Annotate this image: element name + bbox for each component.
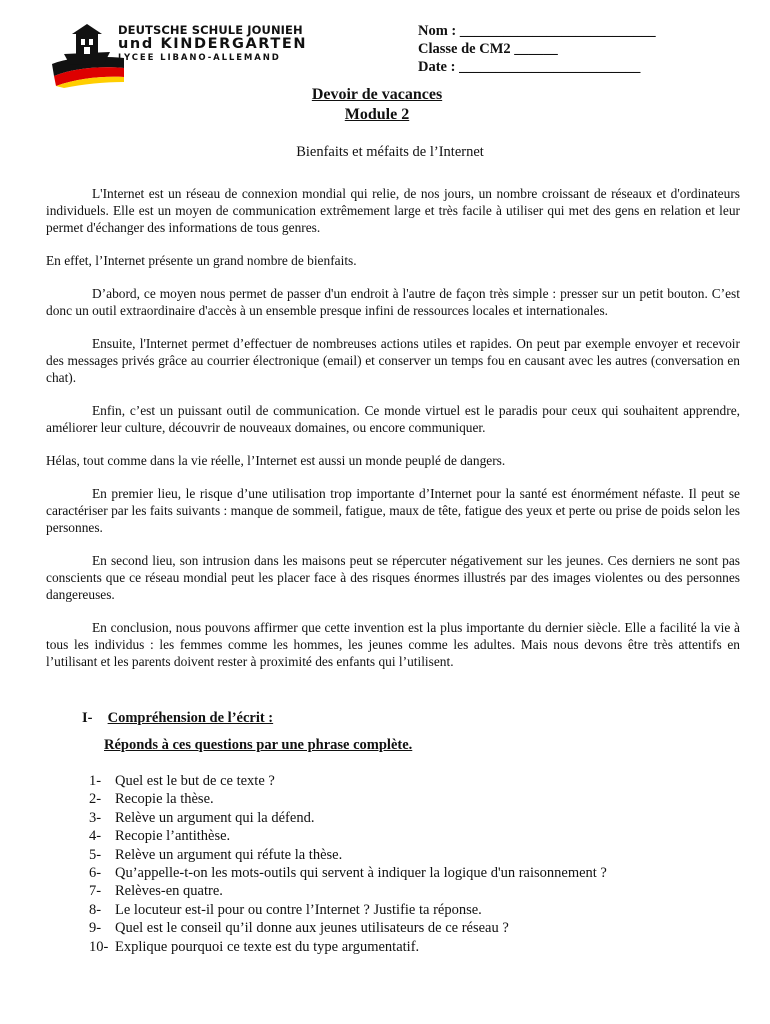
section-number: I- <box>82 710 93 726</box>
question-text: Relève un argument qui réfute la thèse. <box>115 846 343 863</box>
question-text: Qu’appelle-t-on les mots-outils qui servent à indiquer la logique d'un raisonnement ? <box>115 865 607 882</box>
question-item <box>89 772 607 790</box>
question-text: Quel est le conseil qu’il donne aux jeunes utilisateurs de ce réseau ? <box>115 920 509 937</box>
question-text: Explique pourquoi ce texte est du type argumentatif. <box>115 938 420 955</box>
question-item <box>89 882 607 900</box>
question-item <box>89 901 607 919</box>
text-subtitle: Bienfaits et méfaits de l’Internet <box>296 144 484 160</box>
question-text: Recopie la thèse. <box>115 791 214 808</box>
question-item <box>89 938 607 956</box>
question-item <box>89 846 607 864</box>
school-name-line1: DEUTSCHE SCHULE JOUNIEH <box>118 23 303 37</box>
reading-text <box>46 185 740 686</box>
school-logo <box>50 20 308 88</box>
school-emblem-icon <box>50 20 124 88</box>
name-field: Nom : ___________________________ <box>418 23 656 39</box>
school-name-line3: LYCEE LIBANO-ALLEMAND <box>118 53 281 63</box>
paragraph: En second lieu, son intrusion dans les maisons peut se répercuter négativement sur les jeunes. Ces derniers ne sont pas conscients que ce réseau mondial peut les placer face à des risques énormes illustrés par des images violentes ou des personnes dangereuses. <box>46 553 740 602</box>
question-number: 6- <box>89 865 102 882</box>
question-number: 8- <box>89 901 102 918</box>
question-number: 5- <box>89 846 102 863</box>
paragraph: D’abord, ce moyen nous permet de passer d'un endroit à l'autre de façon très simple : presser sur un petit bouton. C’est donc un outil extraordinaire d'accès à un ensemble presque infini de ressources locales et internationales. <box>46 286 740 318</box>
paragraph: L'Internet est un réseau de connexion mondial qui relie, de nos jours, un nombre croissant de réseaux et d'ordinateurs individuels. Elle est un moyen de communication extrêmement large et très facile à utiliser qui met des gens en relation et leur permet d'échanger des informations de tous genres. <box>46 186 740 235</box>
school-name-line2: und KINDERGARTEN <box>118 36 308 52</box>
section-title: Compréhension de l’écrit : <box>107 710 274 726</box>
question-text: Relève un argument qui la défend. <box>115 809 315 826</box>
module-title: Module 2 <box>344 106 410 123</box>
question-text: Le locuteur est-il pour ou contre l’Internet ? Justifie ta réponse. <box>115 901 482 918</box>
paragraph: En premier lieu, le risque d’une utilisation trop importante d’Internet pour la santé est énormément néfaste. Il peut se caractériser par les faits suivants : manque de sommeil, fatigue, maux de tête, fatigue des yeux et perte ou prise de poids selon les personnes. <box>46 486 740 535</box>
question-number: 1- <box>89 773 102 789</box>
question-text: Quel est le but de ce texte ? <box>115 773 275 789</box>
school-name <box>118 23 308 65</box>
paragraph: Hélas, tout comme dans la vie réelle, l’Internet est aussi un monde peuplé de dangers. <box>46 453 506 468</box>
question-number: 9- <box>89 920 102 937</box>
question-list <box>89 772 607 956</box>
section-heading <box>82 710 273 727</box>
question-number: 4- <box>89 828 102 845</box>
question-text: Relèves-en quatre. <box>115 883 223 900</box>
question-item <box>89 919 607 937</box>
question-number: 7- <box>89 883 102 900</box>
paragraph: En conclusion, nous pouvons affirmer que cette invention est la plus importante du dernier siècle. Elle a facilité la vie à tous les individus : les femmes comme les hommes, les jeunes comme les adultes. Mais nous devons être très attentifs en l’utilisant et les parents doivent rester à proximité des enfants qui l’utilisent. <box>46 620 740 669</box>
question-number: 3- <box>89 809 102 826</box>
paragraph: En effet, l’Internet présente un grand nombre de bienfaits. <box>46 253 357 268</box>
question-text: Recopie l’antithèse. <box>115 828 231 845</box>
document-title: Devoir de vacances <box>311 86 443 103</box>
question-item <box>89 827 607 845</box>
question-item <box>89 864 607 882</box>
class-field: Classe de CM2 ______ <box>418 41 558 57</box>
paragraph: Ensuite, l'Internet permet d’effectuer de nombreuses actions utiles et rapides. On peut par exemple envoyer et recevoir des messages privés grâce au courrier électronique (email) et conserver un temps fou en causant avec les autres (conversation en chat). <box>46 336 740 385</box>
date-field: Date : _________________________ <box>418 59 641 75</box>
question-number: 10- <box>89 938 109 955</box>
question-item <box>89 790 607 808</box>
paragraph: Enfin, c’est un puissant outil de communication. Ce monde virtuel est le paradis pour ceux qui souhaitent apprendre, améliorer leur culture, découvrir de nouveaux domaines, ou encore communiquer. <box>46 403 740 435</box>
section-instruction: Réponds à ces questions par une phrase complète. <box>104 737 413 753</box>
question-number: 2- <box>89 791 102 808</box>
student-info-fields <box>418 22 656 76</box>
question-item <box>89 809 607 827</box>
